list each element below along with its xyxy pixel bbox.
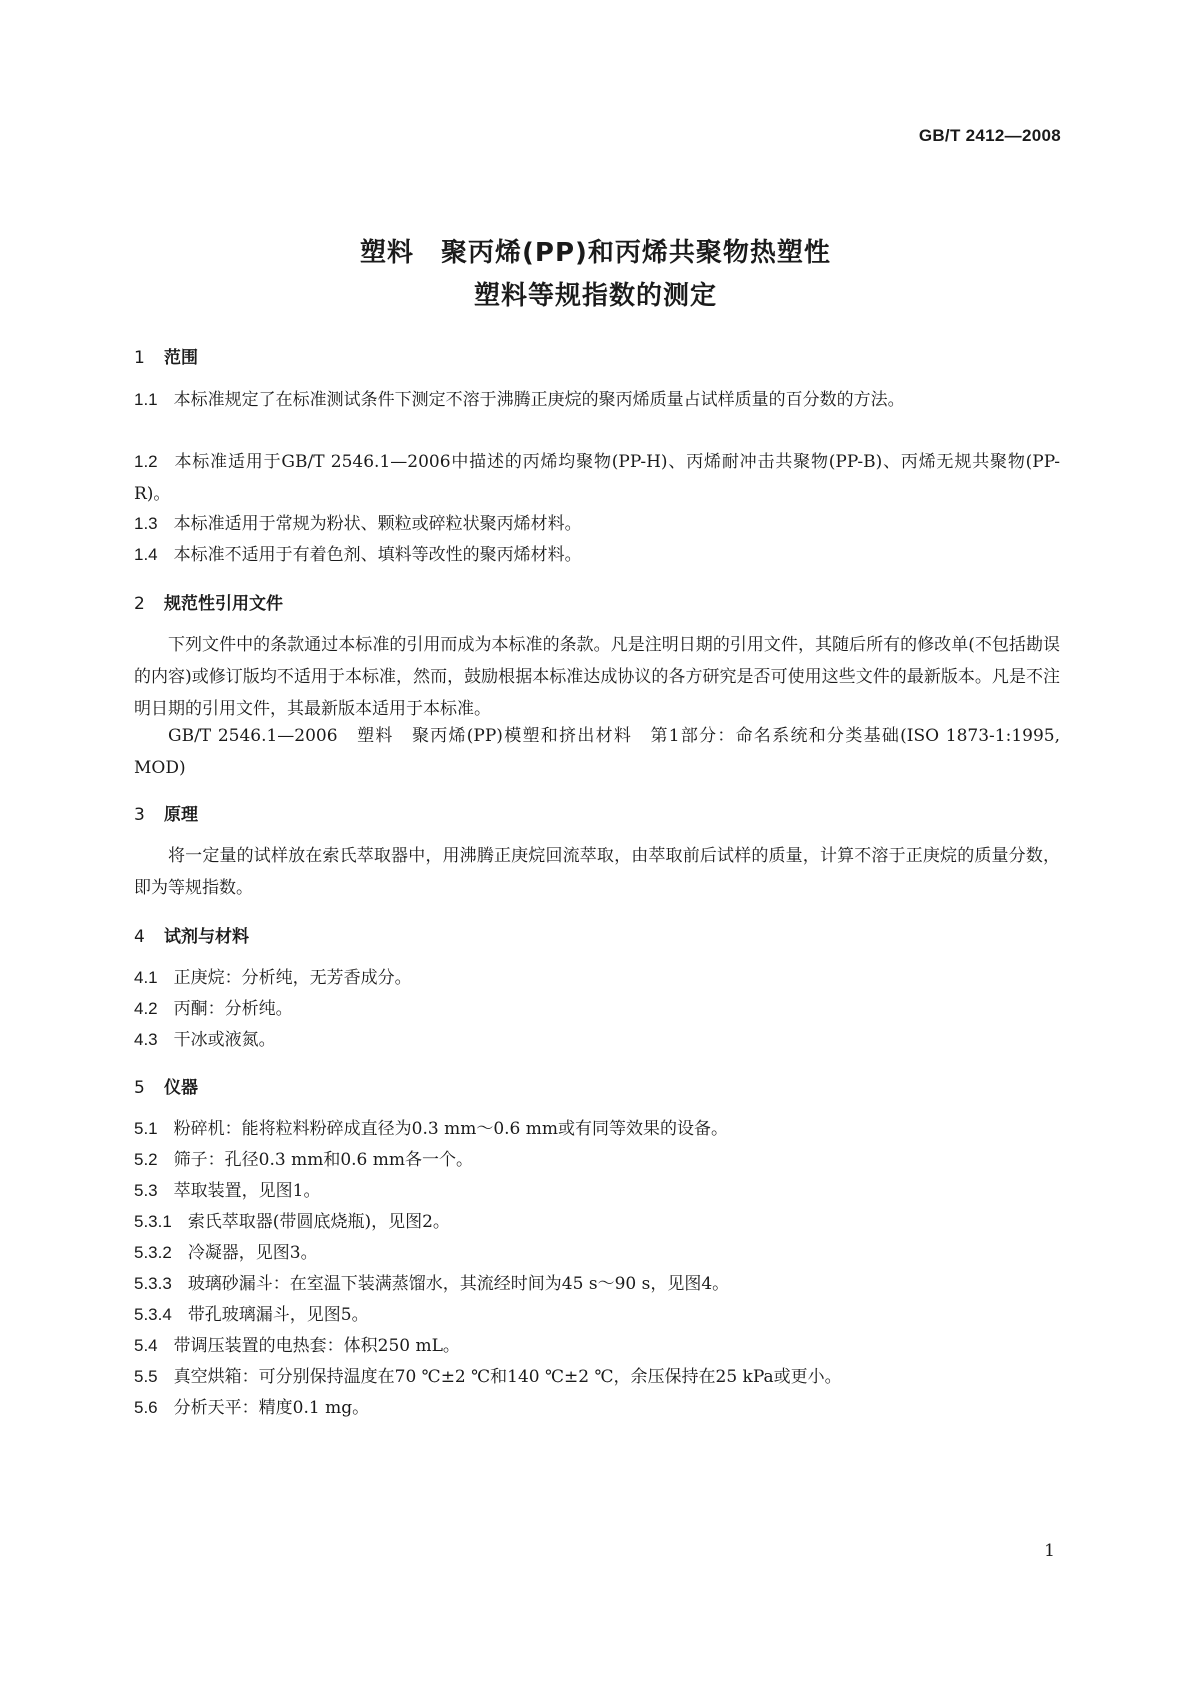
clause-5-6: 5.6 分析天平：精度0.1 mg。 bbox=[134, 1398, 370, 1418]
section-3-heading: 3 原理 bbox=[134, 805, 198, 825]
title-line-1: 塑料 聚丙烯(PP)和丙烯共聚物热塑性 bbox=[360, 238, 831, 268]
title-line-2: 塑料等规指数的测定 bbox=[473, 281, 717, 311]
clause-1-4: 1.4 本标准不适用于有着色剂、填料等改性的聚丙烯材料。 bbox=[134, 545, 582, 565]
clause-5-1: 5.1 粉碎机：能将粒料粉碎成直径为0.3 mm～0.6 mm或有同等效果的设备。 bbox=[134, 1119, 728, 1139]
page-number: 1 bbox=[1044, 1541, 1055, 1561]
section-4-heading: 4 试剂与材料 bbox=[134, 927, 249, 947]
standard-code: GB/T 2412—2008 bbox=[918, 126, 1061, 145]
clause-5-3-3: 5.3.3 玻璃砂漏斗：在室温下装满蒸馏水，其流经时间为45 s～90 s，见图4。 bbox=[134, 1274, 730, 1294]
clause-4-1: 4.1 正庚烷：分析纯，无芳香成分。 bbox=[134, 968, 412, 988]
clause-5-4: 5.4 带调压装置的电热套：体积250 mL。 bbox=[134, 1336, 460, 1356]
clause-1-3: 1.3 本标准适用于常规为粉状、颗粒或碎粒状聚丙烯材料。 bbox=[134, 514, 582, 534]
clause-4-2: 4.2 丙酮：分析纯。 bbox=[134, 999, 293, 1019]
section-5-heading: 5 仪器 bbox=[134, 1078, 198, 1098]
clause-1-2: 1.2 本标准适用于GB/T 2546.1—2006中描述的丙烯均聚物(PP-H)、丙烯耐冲击共聚物(PP-B)、丙烯无规共聚物(PP-R)。 bbox=[134, 452, 1060, 504]
normative-reference: GB/T 2546.1—2006 塑料 聚丙烯(PP)模塑和挤出材料 第1部分：命名系统和分类基础(ISO 1873-1:1995, MOD) bbox=[134, 726, 1060, 778]
clause-5-2: 5.2 筛子：孔径0.3 mm和0.6 mm各一个。 bbox=[134, 1150, 473, 1170]
clause-5-5: 5.5 真空烘箱：可分别保持温度在70 ℃±2 ℃和140 ℃±2 ℃，余压保持在25 kPa或更小。 bbox=[134, 1367, 842, 1387]
clause-1-1: 1.1 本标准规定了在标准测试条件下测定不溶于沸腾正庚烷的聚丙烯质量占试样质量的百分数的方法。 bbox=[134, 390, 905, 410]
section-1-heading: 1 范围 bbox=[134, 348, 198, 368]
section-3-paragraph: 将一定量的试样放在索氏萃取器中，用沸腾正庚烷回流萃取，由萃取前后试样的质量，计算不溶于正庚烷的质量分数，即为等规指数。 bbox=[134, 846, 1060, 898]
clause-5-3: 5.3 萃取装置，见图1。 bbox=[134, 1181, 321, 1201]
section-2-heading: 2 规范性引用文件 bbox=[134, 594, 283, 614]
clause-4-3: 4.3 干冰或液氮。 bbox=[134, 1030, 276, 1050]
clause-5-3-4: 5.3.4 带孔玻璃漏斗，见图5。 bbox=[134, 1305, 369, 1325]
section-2-paragraph: 下列文件中的条款通过本标准的引用而成为本标准的条款。凡是注明日期的引用文件，其随后所有的修改单(不包括勘误的内容)或修订版均不适用于本标准，然而，鼓励根据本标准达成协议的各方研究是否可使用这些文件的最新版本。凡是不注明日期的引用文件，其最新版本适用于本标准。 bbox=[134, 635, 1060, 719]
clause-5-3-1: 5.3.1 索氏萃取器(带圆底烧瓶)，见图2。 bbox=[134, 1212, 450, 1232]
clause-5-3-2: 5.3.2 冷凝器，见图3。 bbox=[134, 1243, 318, 1263]
document-title bbox=[0, 232, 1191, 318]
